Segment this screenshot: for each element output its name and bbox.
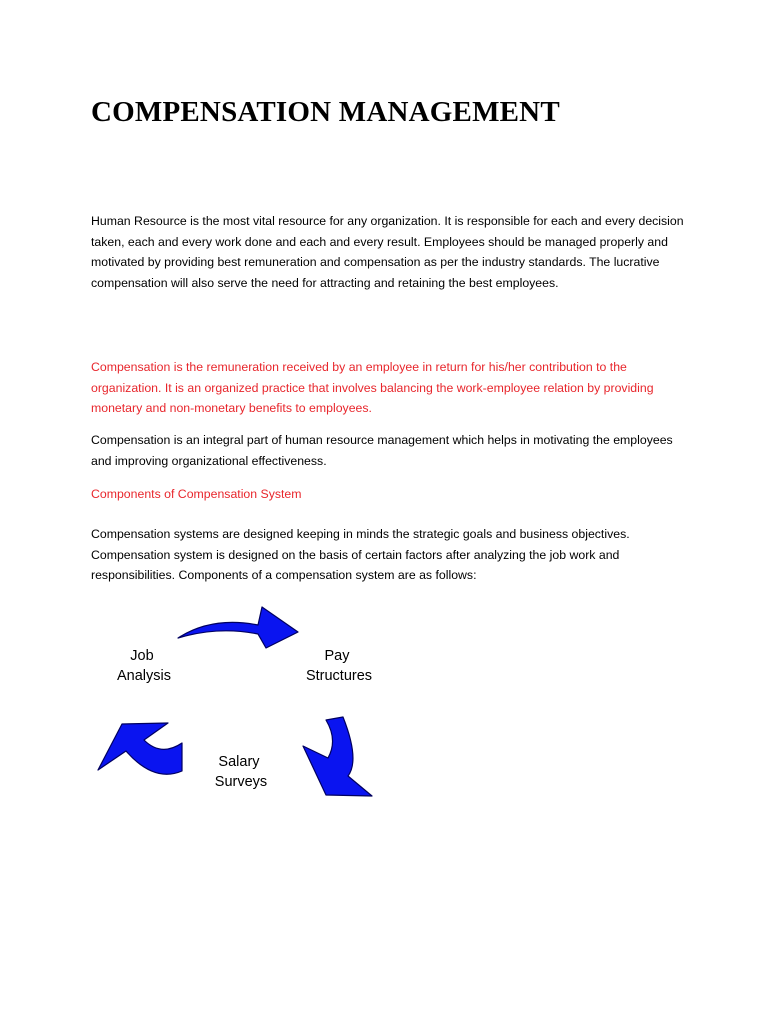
node-salary-surveys [215,754,267,790]
page-title: COMPENSATION MANAGEMENT [91,96,560,128]
node-pay-structures-line2: Structures [305,668,373,684]
node-job-analysis-line2: Analysis [117,668,171,684]
definition-paragraph: Compensation is the remuneration received by an employee in return for his/her contribution to the organization. It is an organized practice that involves balancing the work-employee relation by providing monetary and non-monetary benefits to employees. [91,360,654,415]
compensation-cycle-diagram [90,600,390,800]
arrow-job-to-pay-icon [178,607,298,648]
node-salary-surveys-line2: Surveys [214,774,268,790]
node-job-analysis [117,648,171,684]
intro-paragraph: Human Resource is the most vital resource for any organization. It is responsible for each and every decision taken, each and every work done and each and every result. Employees should be managed properly and motivated by providing best remuneration and compensation as per the industry standards. The lucrative compensation will also serve the need for attracting and retaining the best employees. [91,214,684,290]
node-pay-structures [306,648,372,684]
node-pay-structures-line1: Pay [324,648,350,664]
integral-paragraph: Compensation is an integral part of human resource management which helps in motivating the employees and improving organizational effectiveness. [91,433,673,468]
section-heading: Components of Compensation System [91,487,302,501]
node-salary-surveys-line1: Salary [218,754,260,770]
components-intro-paragraph: Compensation systems are designed keeping in minds the strategic goals and business objectives. Compensation system is designed on the basis of certain factors after analyzing the job work and responsibilities. Components of a compensation system are as follows: [91,527,630,582]
node-job-analysis-line1: Job [130,648,154,664]
arrow-pay-to-salary-icon [303,717,372,796]
arrow-salary-to-job-icon [98,723,182,774]
